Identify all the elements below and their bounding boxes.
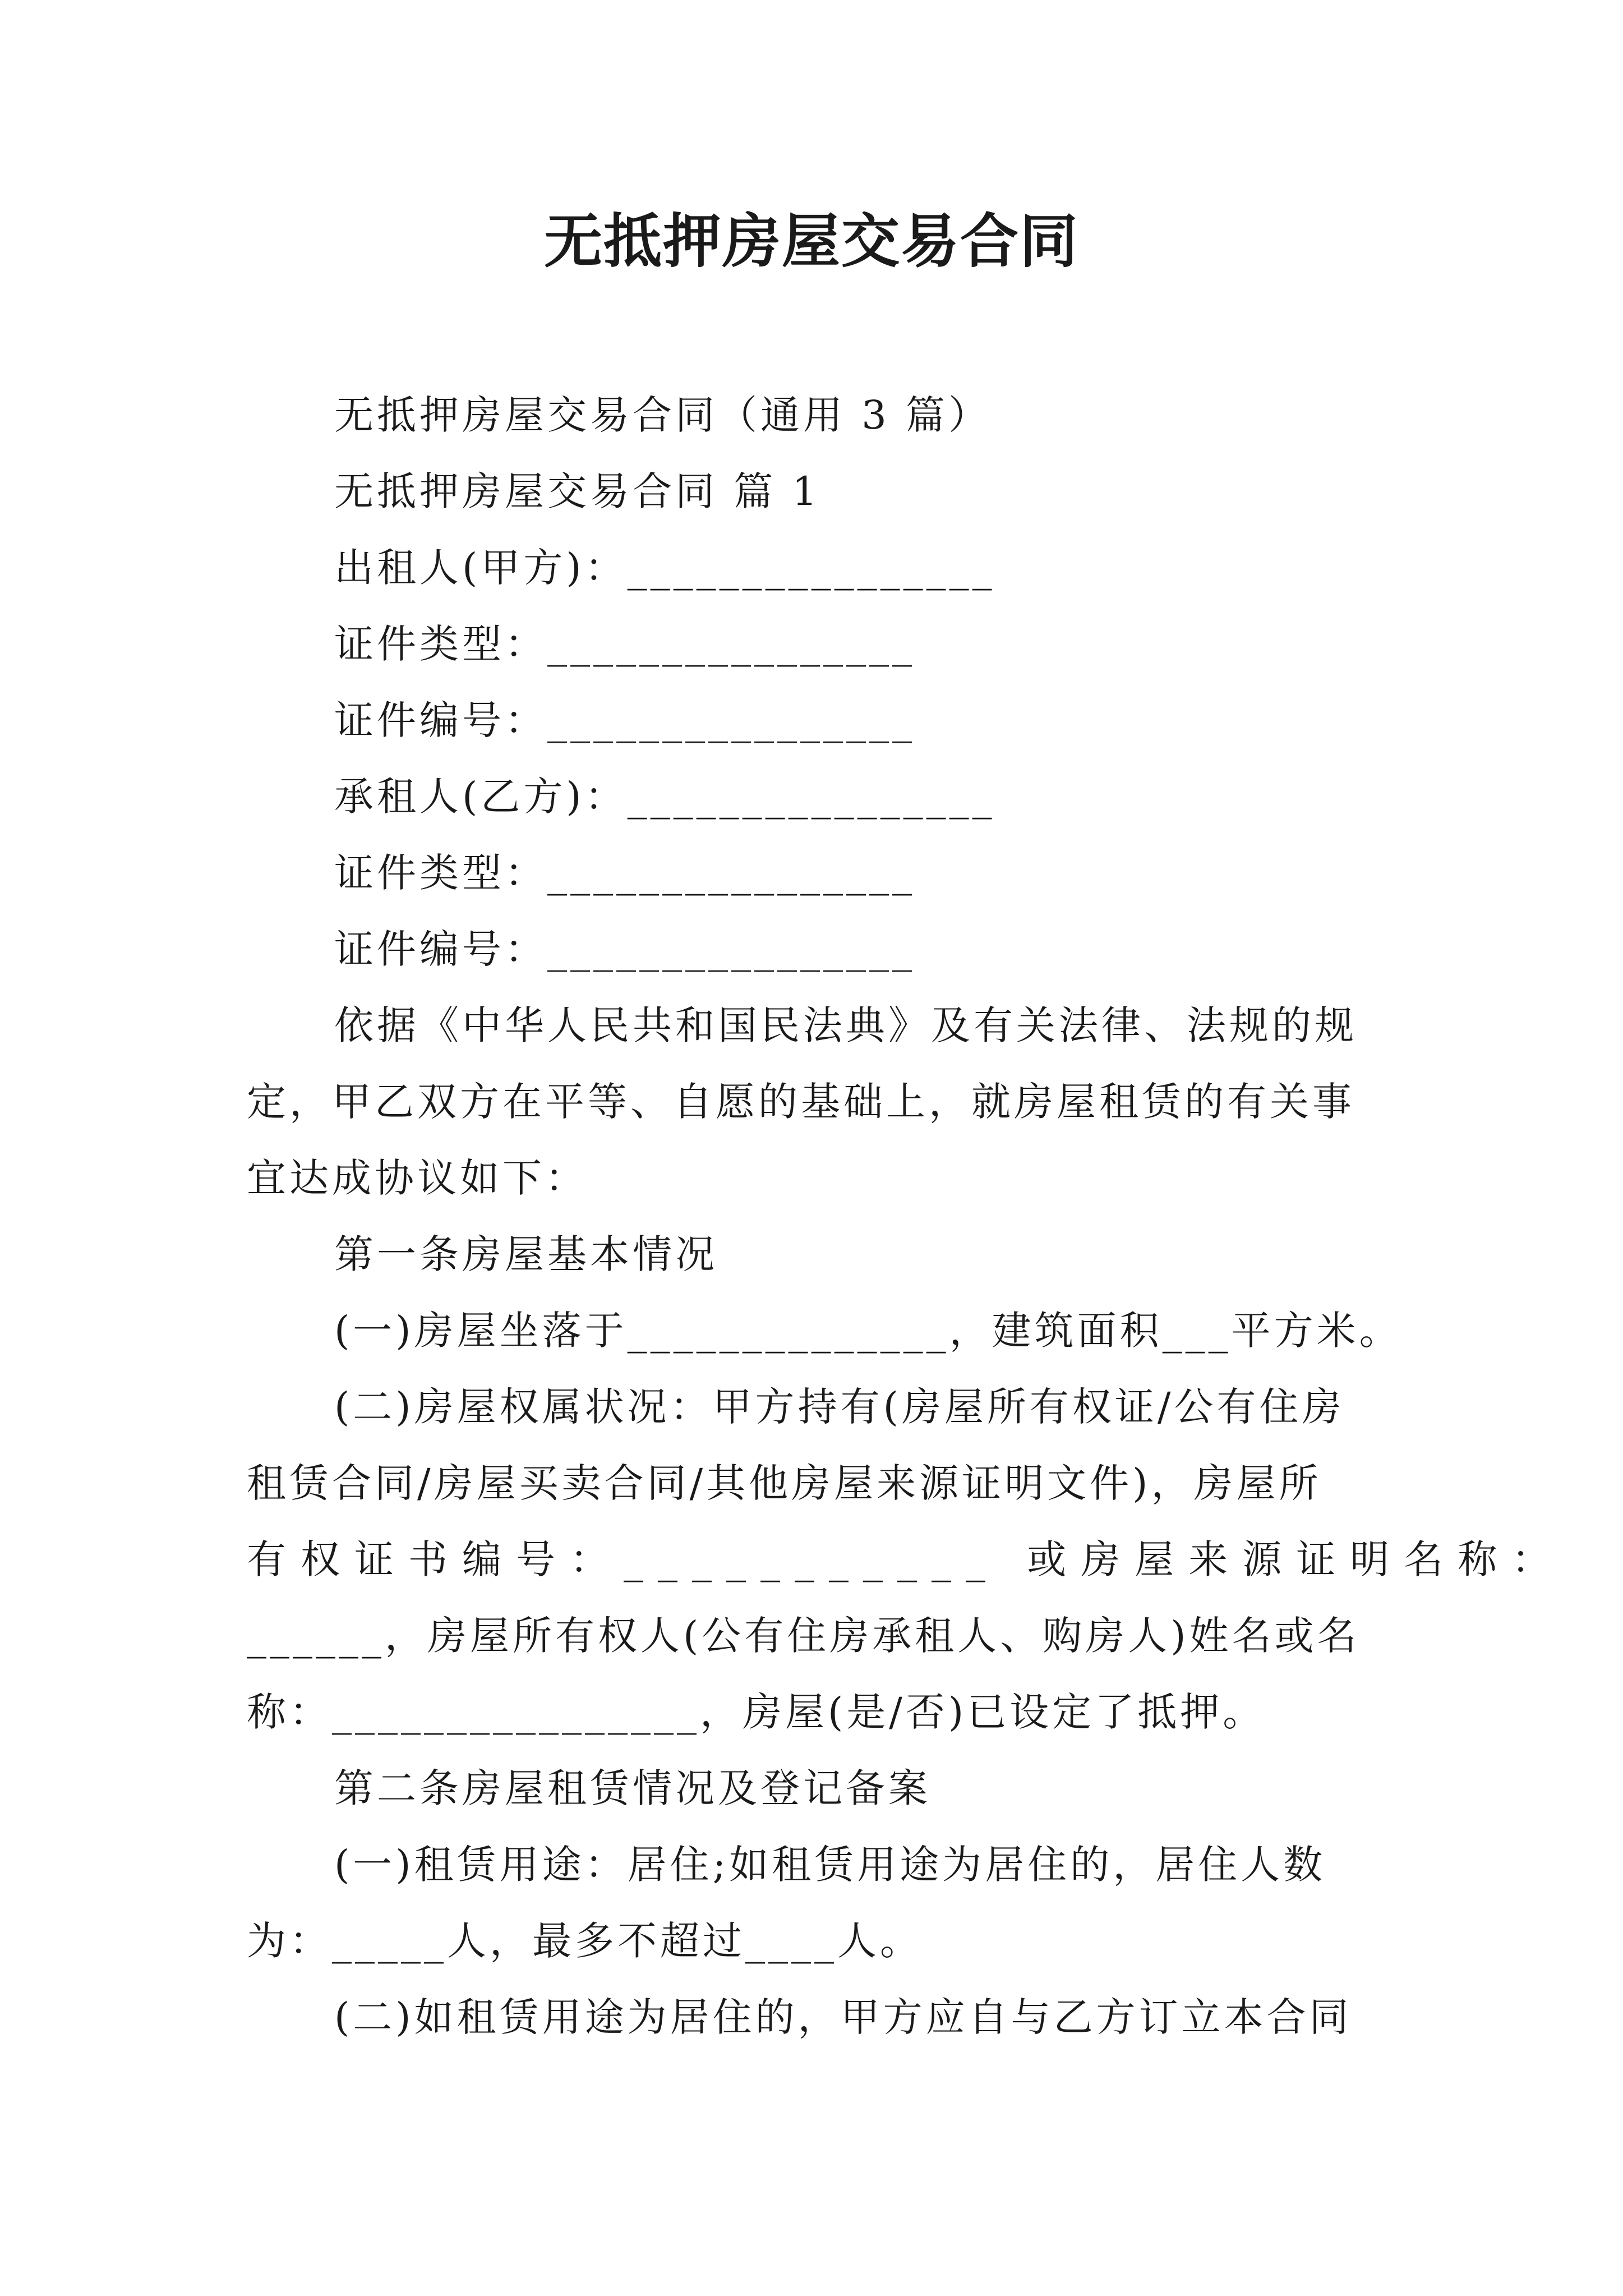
paragraph-line: 称：________________，房屋(是/否)已设定了抵押。 xyxy=(247,1689,1266,1735)
lessee-field: 承租人(乙方)：________________ xyxy=(334,774,995,820)
paragraph-line: 为：_____人，最多不超过____人。 xyxy=(247,1918,923,1964)
lessor-id-type-field: 证件类型：________________ xyxy=(334,621,915,667)
paragraph-line: (一)租赁用途：居住;如租赁用途为居住的，居住人数 xyxy=(334,1842,1326,1888)
lessee-id-number-field: 证件编号：________________ xyxy=(334,926,915,972)
paragraph-line: 宜达成协议如下： xyxy=(247,1155,588,1201)
paragraph-line: 依据《中华人民共和国民法典》及有关法律、法规的规 xyxy=(334,1002,1357,1048)
article-heading: 第一条房屋基本情况 xyxy=(334,1231,718,1277)
section-heading: 无抵押房屋交易合同 篇 1 xyxy=(334,468,821,514)
article-heading: 第二条房屋租赁情况及登记备案 xyxy=(334,1765,931,1811)
subtitle-line: 无抵押房屋交易合同（通用 3 篇） xyxy=(334,392,992,438)
lessor-id-number-field: 证件编号：________________ xyxy=(334,697,915,743)
lessor-field: 出租人(甲方)：________________ xyxy=(334,545,995,591)
paragraph-line: ______，房屋所有权人(公有住房承租人、购房人)姓名或名 xyxy=(247,1613,1360,1659)
paragraph-line: 定，甲乙双方在平等、自愿的基础上，就房屋租赁的有关事 xyxy=(247,1079,1355,1125)
document-title: 无抵押房屋交易合同 xyxy=(543,206,1079,275)
lessee-id-type-field: 证件类型：________________ xyxy=(334,850,915,896)
paragraph-line: (二)房屋权属状况：甲方持有(房屋所有权证/公有住房 xyxy=(334,1384,1345,1430)
paragraph-line: (二)如租赁用途为居住的，甲方应自与乙方订立本合同 xyxy=(334,1994,1352,2040)
paragraph-line: 租赁合同/房屋买卖合同/其他房屋来源证明文件)，房屋所 xyxy=(247,1460,1322,1506)
paragraph-line: 有权证书编号：___________ 或房屋来源证明名称： xyxy=(247,1536,1566,1582)
paragraph-line: (一)房屋坐落于______________，建筑面积___平方米。 xyxy=(334,1308,1402,1354)
